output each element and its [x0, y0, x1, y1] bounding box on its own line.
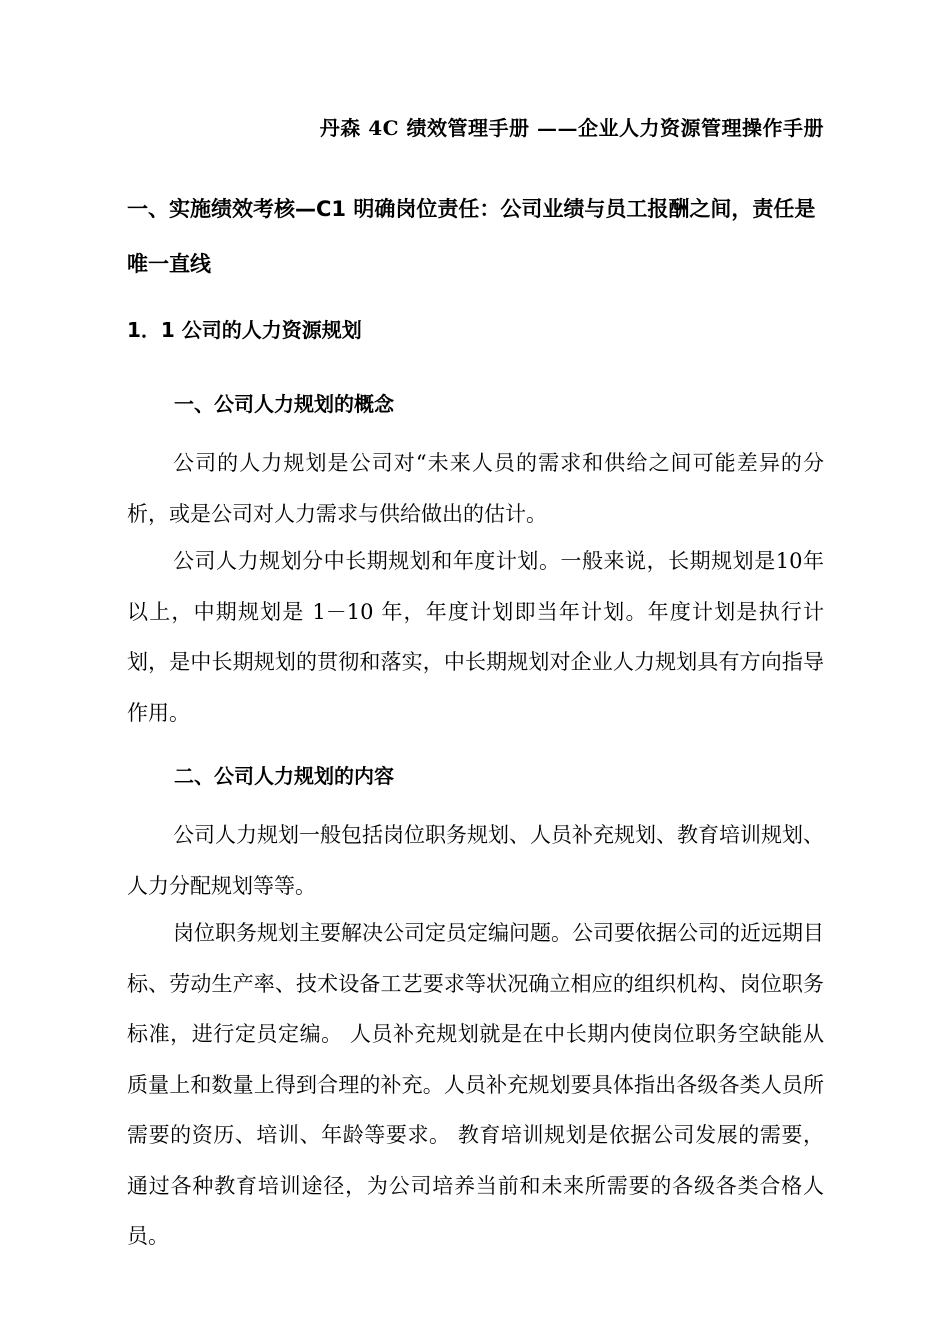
paragraph-plan-types: 公司人力规划分中长期规划和年度计划。一般来说，长期规划是10年以上，中期规划是 1－10 年，年度计划即当年计划。年度计划是执行计划，是中长期规划的贯彻和落实，中长期规划对企业人力规划具有方向指导作用。: [127, 549, 824, 725]
document-title: 丹森 4C 绩效管理手册 ——企业人力资源管理操作手册: [319, 116, 824, 140]
section-heading: 1．1 公司的人力资源规划: [127, 318, 362, 342]
paragraph-concept-definition: 公司的人力规划是公司对“未来人员的需求和供给之间可能差异的分析，或是公司对人力需求与供给做出的估计。: [127, 451, 824, 526]
subsection-heading-content: 二、公司人力规划的内容: [174, 764, 394, 788]
paragraph-plan-contents: 公司人力规划一般包括岗位职务规划、人员补充规划、教育培训规划、人力分配规划等等。: [127, 823, 824, 898]
subsection-heading-concept: 一、公司人力规划的概念: [174, 392, 394, 416]
chapter-heading: 一、实施绩效考核—C1 明确岗位责任：公司业绩与员工报酬之间，责任是唯一直线: [127, 197, 816, 276]
paragraph-plan-details: 岗位职务规划主要解决公司定员定编问题。公司要依据公司的近远期目标、劳动生产率、技术设备工艺要求等状况确立相应的组织机构、岗位职务标准，进行定员定编。 人员补充规划就是在中长期内使岗位职务空缺能从质量上和数量上得到合理的补充。人员补充规划要具体指出各级各类人员所需要的资历、培训、年龄等要求。 教育培训规划是依据公司发展的需要，通过各种教育培训途径，为公司培养当前和未来所需要的各级各类合格人员。: [127, 921, 824, 1248]
